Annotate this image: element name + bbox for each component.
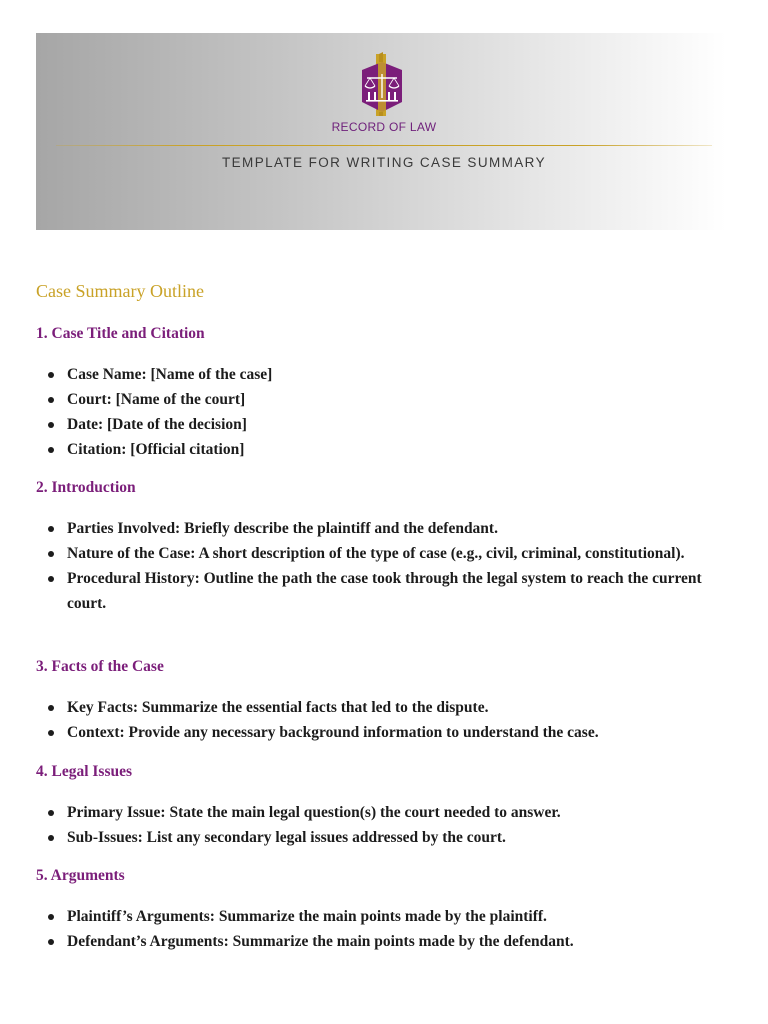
list-item: [36, 904, 716, 929]
list-item-text: Case Name: [Name of the case]: [67, 366, 273, 383]
list-item-text: Citation: [Official citation]: [67, 441, 245, 458]
section-list-case-title: [36, 362, 716, 462]
list-item-text: Plaintiff’s Arguments: Summarize the main points made by the plaintiff.: [67, 908, 547, 925]
section-heading-legal-issues: 4. Legal Issues: [36, 763, 133, 780]
list-item: [36, 412, 716, 437]
outline-title: Case Summary Outline: [36, 281, 204, 301]
section-heading-arguments: 5. Arguments: [36, 867, 125, 884]
list-item: [36, 929, 716, 954]
list-item: [36, 695, 716, 720]
list-item: [36, 387, 716, 412]
list-item: [36, 825, 716, 850]
section-heading-facts: 3. Facts of the Case: [36, 658, 164, 675]
scales-of-justice-building-icon: [356, 52, 408, 118]
list-item-text: Parties Involved: Briefly describe the plaintiff and the defendant.: [67, 520, 498, 537]
list-item: [36, 437, 716, 462]
section-heading-introduction: 2. Introduction: [36, 479, 136, 496]
bullet-dot: [48, 422, 54, 428]
bullet-dot: [48, 835, 54, 841]
bullet-dot: [48, 372, 54, 378]
list-item-text: Primary Issue: State the main legal question(s) the court needed to answer.: [67, 804, 561, 821]
list-item: [36, 720, 716, 745]
bullet-dot: [48, 939, 54, 945]
list-item-text: Date: [Date of the decision]: [67, 416, 247, 433]
list-item: [36, 516, 716, 541]
section-list-facts: [36, 695, 716, 745]
document-title: TEMPLATE FOR WRITING CASE SUMMARY: [222, 155, 546, 170]
section-list-arguments: [36, 904, 716, 954]
list-item: [36, 362, 716, 387]
header-divider: [56, 145, 712, 146]
list-item-text: Context: Provide any necessary background information to understand the case.: [67, 724, 599, 741]
list-item-text: Nature of the Case: A short description of the type of case (e.g., civil, criminal, constitutional).: [67, 545, 685, 562]
section-list-introduction: [36, 516, 716, 616]
list-item: [36, 541, 716, 566]
list-item: [36, 566, 716, 616]
bullet-dot: [48, 730, 54, 736]
list-item-text: Key Facts: Summarize the essential facts that led to the dispute.: [67, 699, 489, 716]
list-item-text: Sub-Issues: List any secondary legal issues addressed by the court.: [67, 829, 506, 846]
bullet-dot: [48, 447, 54, 453]
list-item: [36, 800, 716, 825]
list-item-text: Defendant’s Arguments: Summarize the main points made by the defendant.: [67, 933, 574, 950]
bullet-dot: [48, 551, 54, 557]
bullet-dot: [48, 914, 54, 920]
bullet-dot: [48, 705, 54, 711]
bullet-dot: [48, 576, 54, 582]
section-heading-case-title: 1. Case Title and Citation: [36, 325, 205, 342]
brand-name: RECORD OF LAW: [331, 120, 437, 134]
list-item-text: Court: [Name of the court]: [67, 391, 246, 408]
list-item-text: Procedural History: Outline the path the case took through the legal system to reach the current court.: [67, 570, 702, 612]
bullet-dot: [48, 526, 54, 532]
bullet-dot: [48, 397, 54, 403]
bullet-dot: [48, 810, 54, 816]
section-list-legal-issues: [36, 800, 716, 850]
